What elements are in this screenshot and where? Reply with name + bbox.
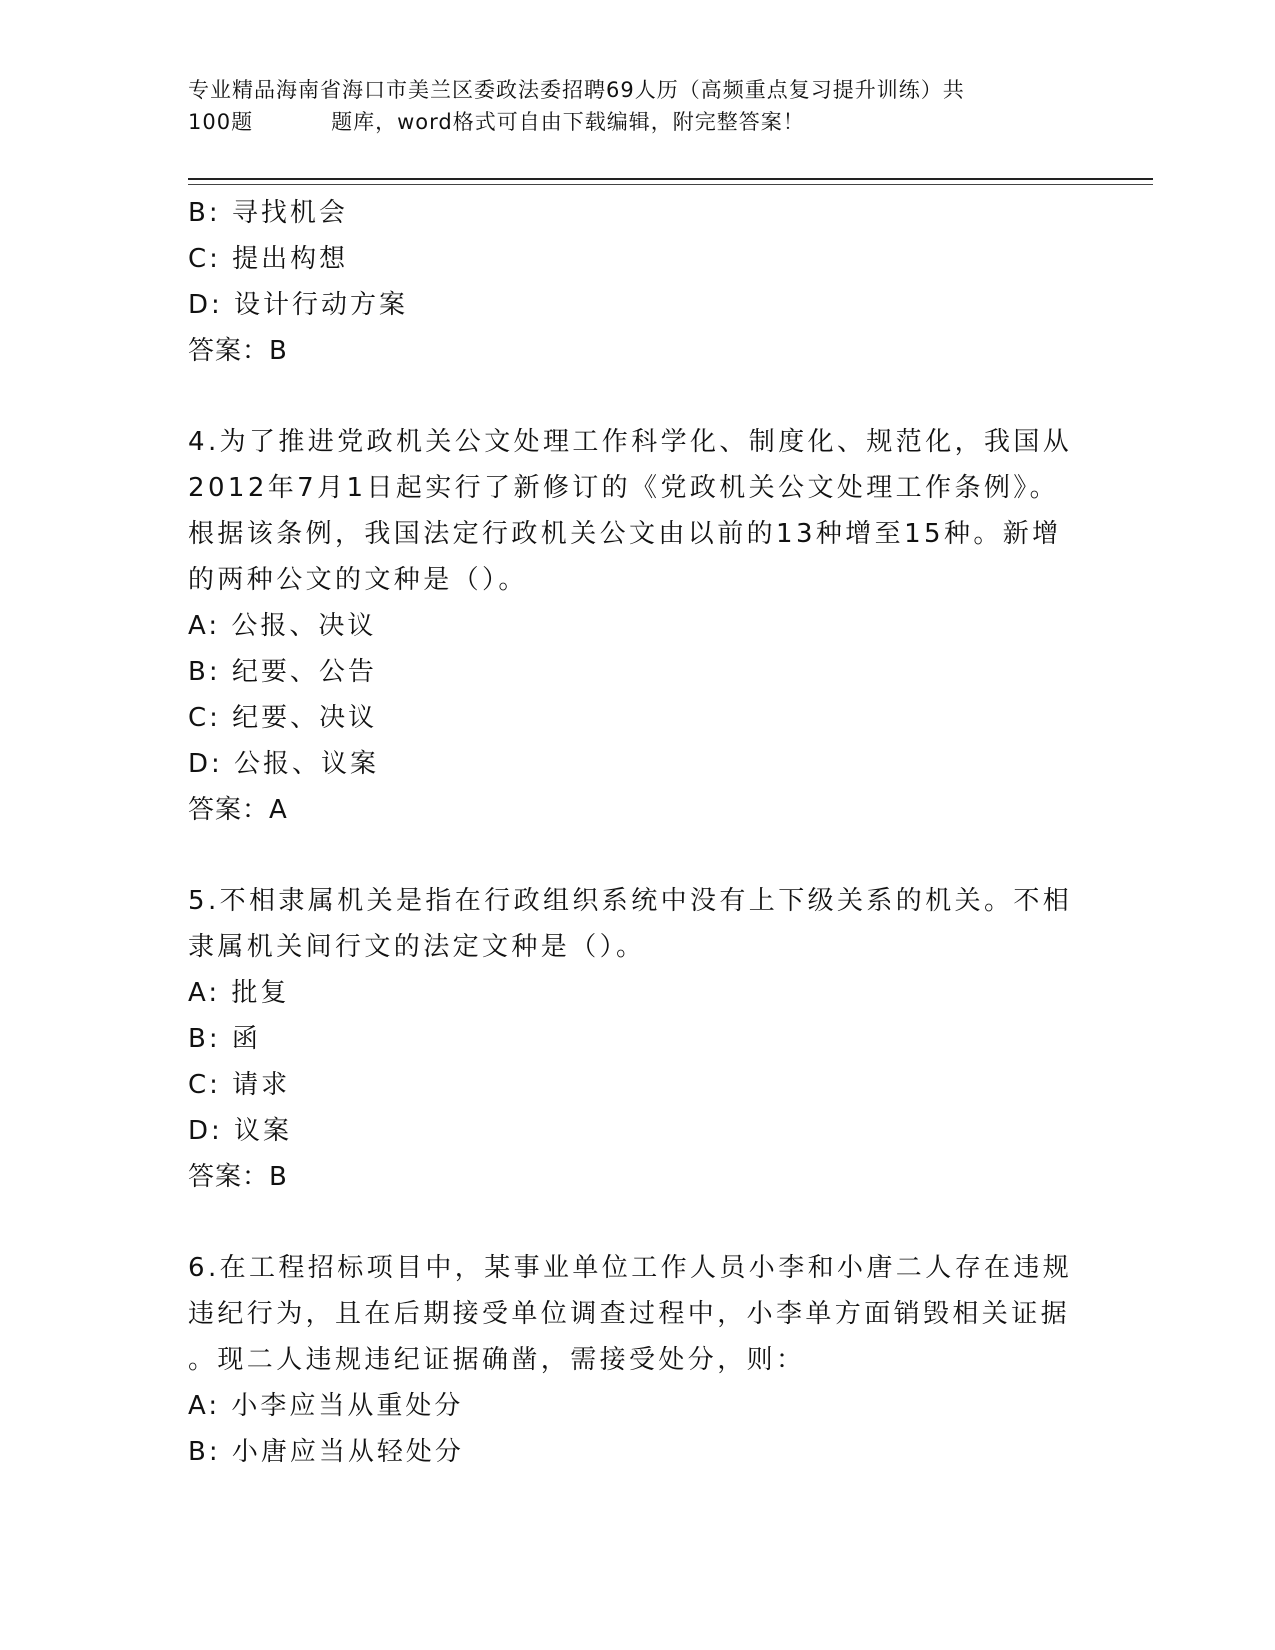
answer: 答案：B	[188, 1162, 288, 1192]
header-subtitle: 题库，word格式可自由下载编辑，附完整答案！	[331, 110, 805, 134]
question-line: 的两种公文的文种是（）。	[188, 565, 528, 595]
question-line: 违纪行为，且在后期接受单位调查过程中，小李单方面销毁相关证据	[188, 1299, 1071, 1329]
question-line: 2012年7月1日起实行了新修订的《党政机关公文处理工作条例》。	[188, 473, 1060, 503]
question-content	[188, 190, 1073, 1475]
option-a: A: 批复	[188, 978, 290, 1008]
answer: 答案：B	[188, 336, 288, 366]
header-divider-thick	[188, 178, 1153, 180]
question-3	[188, 190, 1058, 374]
option-d: D: 设计行动方案	[188, 290, 409, 320]
option-d: D: 议案	[188, 1116, 293, 1146]
question-5	[188, 878, 1073, 1200]
option-b: B: 函	[188, 1024, 261, 1054]
option-c: C: 提出构想	[188, 244, 349, 274]
question-text	[188, 1245, 1073, 1383]
option-b: B: 小唐应当从轻处分	[188, 1437, 464, 1467]
option-a: A: 小李应当从重处分	[188, 1391, 464, 1421]
header-divider-thin	[188, 184, 1153, 185]
question-4	[188, 419, 1073, 833]
option-c: C: 请求	[188, 1070, 291, 1100]
question-line: 根据该条例，我国法定行政机关公文由以前的13种增至15种。新增	[188, 519, 1062, 549]
option-a: A: 公报、决议	[188, 611, 377, 641]
option-b: B: 纪要、公告	[188, 657, 377, 687]
option-c: C: 纪要、决议	[188, 703, 378, 733]
question-line: 。现二人违规违纪证据确凿，需接受处分，则：	[188, 1345, 806, 1375]
question-line: 4.为了推进党政机关公文处理工作科学化、制度化、规范化，我国从	[188, 427, 1073, 457]
document-header	[188, 74, 1088, 138]
header-title-line1: 专业精品海南省海口市美兰区委政法委招聘69人历（高频重点复习提升训练）共	[188, 78, 965, 102]
option-d: D: 公报、议案	[188, 749, 380, 779]
question-6	[188, 1245, 1073, 1475]
header-title-line2	[188, 106, 1088, 138]
question-line: 6.在工程招标项目中，某事业单位工作人员小李和小唐二人存在违规	[188, 1253, 1073, 1283]
answer: 答案：A	[188, 795, 288, 825]
question-line: 5.不相隶属机关是指在行政组织系统中没有上下级关系的机关。不相	[188, 886, 1073, 916]
option-b: B: 寻找机会	[188, 198, 348, 228]
question-text	[188, 878, 1073, 970]
question-text	[188, 419, 1073, 603]
question-line: 隶属机关间行文的法定文种是（）。	[188, 932, 646, 962]
header-question-count: 100题	[188, 110, 254, 134]
